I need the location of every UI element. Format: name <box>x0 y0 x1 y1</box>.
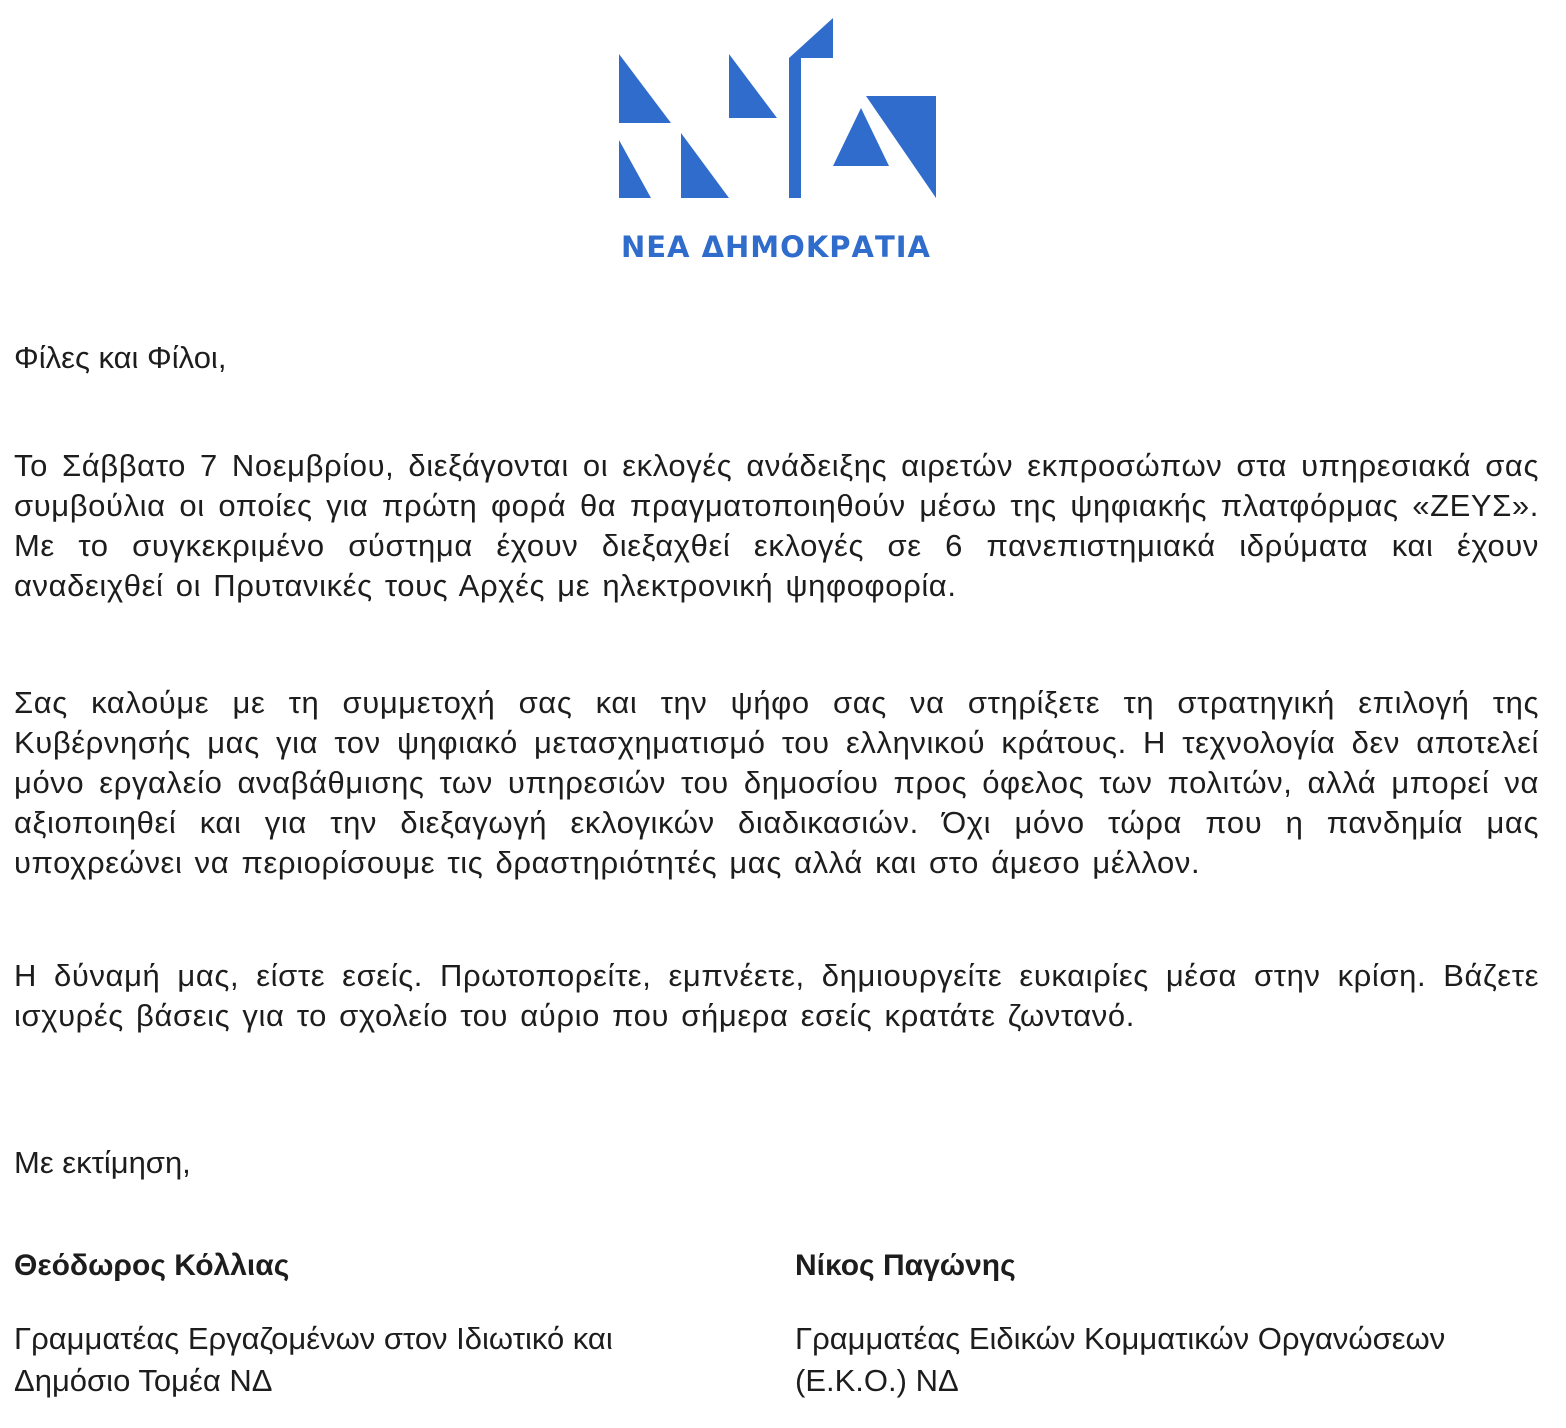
signer-name: Θεόδωρος Κόλλιας <box>14 1249 290 1282</box>
signer-name: Νίκος Παγώνης <box>795 1249 1016 1282</box>
signature-block-right <box>795 1244 1535 1402</box>
paragraph-3: Η δύναμή μας, είστε εσείς. Πρωτοπορείτε, εμπνέετε, δημιουργείτε ευκαιρίες μέσα στην κρίση. Βάζετε ισχυρές βάσεις για το σχολείο του αύριο που σήμερα εσείς κρατάτε ζωντανό. <box>14 958 1539 1033</box>
nd-logo-mark <box>611 18 941 218</box>
signature-block-left <box>14 1244 754 1402</box>
party-logo <box>600 18 952 264</box>
closing: Με εκτίμηση, <box>14 1145 191 1180</box>
paragraph-2: Σας καλούμε με τη συμμετοχή σας και την ψήφο σας να στηρίξετε τη στρατηγική επιλογή της Κυβέρνησής μας για τον ψηφιακό μετασχηματισμό του ελληνικού κράτους. Η τεχνολογία δεν αποτελεί μόνο εργαλείο αναβάθμισης των υπηρεσιών του δημοσίου προς όφελος των πολιτών, αλλά μπορεί να αξιοποιηθεί και για την διεξαγωγή εκλογικών διαδικασιών. Όχι μόνο τώρα που η πανδημία μας υποχρεώνει να περιορίσουμε τις δραστηριότητές μας αλλά και στο άμεσο μέλλον. <box>14 685 1539 880</box>
paragraph-1: Το Σάββατο 7 Νοεμβρίου, διεξάγονται οι εκλογές ανάδειξης αιρετών εκπροσώπων στα υπηρεσιακά σας συμβούλια οι οποίες για πρώτη φορά θα πραγματοποιηθούν μέσω της ψηφιακής πλατφόρμας «ΖΕΥΣ». Με το συγκεκριμένο σύστημα έχουν διεξαχθεί εκλογές σε 6 πανεπιστημιακά ιδρύματα και έχουν αναδειχθεί οι Πρυτανικές τους Αρχές με ηλεκτρονική ψηφοφορία. <box>14 448 1539 603</box>
signer-title: Γραμματέας Εργαζομένων στον Ιδιωτικό και Δημόσιο Τομέα ΝΔ <box>14 1321 613 1398</box>
signer-title: Γραμματέας Ειδικών Κομματικών Οργανώσεων (Ε.Κ.Ο.) ΝΔ <box>795 1321 1446 1398</box>
logo-wordmark: ΝΕΑ ΔΗΜΟΚΡΑΤΙΑ <box>620 230 932 264</box>
salutation: Φίλες και Φίλοι, <box>14 340 227 375</box>
